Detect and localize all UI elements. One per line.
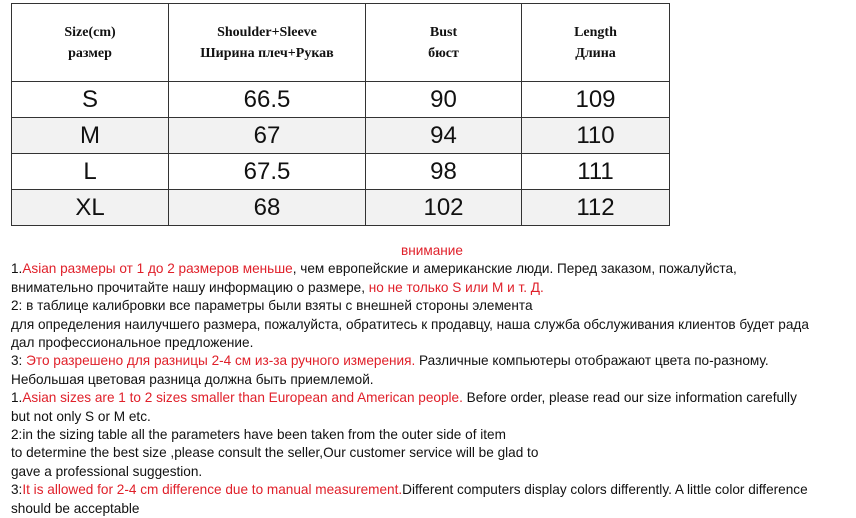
note-ru-1b (11, 279, 853, 297)
cell-length: 110 (522, 118, 670, 154)
note-ru-2a: 2: в таблице калибровки все параметры были взяты с внешней стороны элемента (11, 298, 533, 314)
table-row (12, 190, 670, 226)
note-ru-2b: для определения наилучшего размера, пожалуйста, обратитесь к продавцу, наша служба обслуживания клиентов будет рада (11, 316, 809, 332)
note-text: Различные компьютеры отображают цвета по-разному. (415, 353, 769, 369)
note-en-2b: to determine the best size ,please consult the seller,Our customer service will be glad to (11, 445, 539, 461)
note-highlight: It is allowed for 2-4 cm difference due to manual measurement. (22, 482, 403, 498)
note-text: Different computers display colors differently. A little color difference (402, 482, 808, 498)
header-bust-en: Bust (429, 24, 458, 40)
note-text: , чем европейские и американские люди. Перед заказом, пожалуйста, (292, 261, 737, 277)
cell-shoulder-sleeve: 66.5 (169, 82, 366, 118)
cell-bust: 98 (366, 154, 522, 190)
note-en-3b: should be acceptable (11, 500, 140, 516)
note-highlight: Asian sizes are 1 to 2 sizes smaller than European and American people. (22, 390, 463, 406)
header-length (522, 4, 670, 82)
cell-shoulder-sleeve: 67.5 (169, 154, 366, 190)
note-text: Before order, please read our size information carefully (462, 390, 797, 406)
size-notes (11, 242, 853, 518)
cell-bust: 94 (366, 118, 522, 154)
cell-size: S (12, 82, 169, 118)
note-en-2a: 2:in the sizing table all the parameters have been taken from the outer side of item (11, 427, 506, 443)
table-header-row (12, 4, 670, 82)
cell-bust: 90 (366, 82, 522, 118)
note-en-1b: but not only S or M etc. (11, 408, 151, 424)
note-number: 1. (11, 261, 23, 277)
table-row (12, 82, 670, 118)
cell-length: 109 (522, 82, 670, 118)
note-en-1 (11, 389, 853, 407)
table-row (12, 118, 670, 154)
cell-length: 111 (522, 154, 670, 190)
cell-shoulder-sleeve: 67 (169, 118, 366, 154)
header-size-ru: размер (68, 45, 112, 61)
header-size (12, 4, 169, 82)
note-ru-2c: дал профессиональное предложение. (11, 335, 254, 351)
cell-shoulder-sleeve: 68 (169, 190, 366, 226)
note-ru-3b: Небольшая цветовая разница должна быть приемлемой. (11, 371, 374, 387)
cell-bust: 102 (366, 190, 522, 226)
header-bust (366, 4, 522, 82)
note-en-3 (11, 481, 853, 499)
header-length-ru: Длина (575, 45, 616, 61)
header-shoulder-sleeve-en: Shoulder+Sleeve (217, 24, 317, 40)
header-length-en: Length (574, 24, 617, 40)
note-en-2c: gave a professional suggestion. (11, 463, 203, 479)
note-number: 3: (11, 353, 27, 369)
cell-size: M (12, 118, 169, 154)
note-highlight: Это разрешено для разницы 2-4 см из-за ручного измерения. (26, 353, 416, 369)
header-shoulder-sleeve-ru: Ширина плеч+Рукав (200, 45, 334, 61)
note-highlight: Asian размеры от 1 до 2 размеров меньше (22, 261, 293, 277)
table-row (12, 154, 670, 190)
note-text: внимательно прочитайте нашу информацию о размере, (11, 279, 369, 295)
cell-size: XL (12, 190, 169, 226)
notes-title: внимание (401, 243, 463, 258)
header-shoulder-sleeve (169, 4, 366, 82)
note-ru-1 (11, 260, 853, 278)
note-ru-3 (11, 352, 853, 370)
note-number: 1. (11, 390, 23, 406)
note-highlight: но не только S или M и т. Д. (368, 279, 544, 295)
header-size-en: Size(cm) (64, 24, 116, 40)
cell-size: L (12, 154, 169, 190)
cell-length: 112 (522, 190, 670, 226)
header-bust-ru: бюст (428, 45, 459, 61)
note-number: 3: (11, 482, 23, 498)
size-chart-table (11, 3, 670, 226)
